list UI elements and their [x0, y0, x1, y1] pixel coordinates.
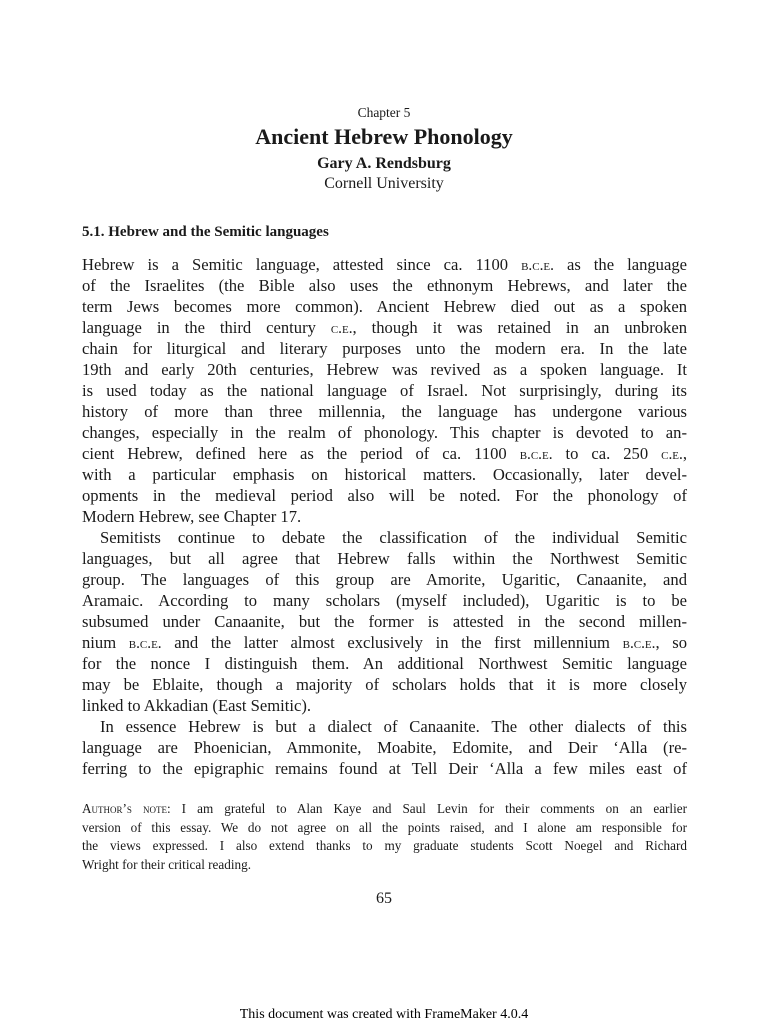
body-text-run: Hebrew is a Semitic language, attested since ca. 1100 — [82, 255, 522, 274]
body-text-run: group. The languages of this group are Amorite, Ugaritic, Canaanite, and — [82, 570, 687, 589]
body-line — [82, 653, 687, 674]
body-text-run: term Jews becomes more common). Ancient Hebrew died out as a spoken — [82, 297, 687, 316]
body-text-run: , though it was retained in an unbroken — [352, 318, 687, 337]
body-text-run: Modern Hebrew, see Chapter 17. — [82, 507, 302, 526]
body-line — [82, 506, 687, 527]
chapter-label: Chapter 5 — [357, 105, 411, 120]
body-line — [82, 422, 687, 443]
body-text-run: subsumed under Canaanite, but the former is attested in the second millen- — [82, 612, 687, 631]
body-line — [82, 443, 687, 464]
body-text-run: for the nonce I distinguish them. An additional Northwest Semitic language — [82, 654, 687, 673]
era-abbreviation: b.c.e. — [519, 446, 553, 463]
body-line — [82, 380, 687, 401]
era-abbreviation: b.c.e. — [521, 257, 554, 274]
body-text-run: 19th and early 20th centuries, Hebrew was revived as a spoken language. It — [82, 360, 687, 379]
page-number: 65 — [376, 890, 392, 907]
body-line — [82, 632, 687, 653]
body-line — [82, 674, 687, 695]
body-line — [82, 716, 687, 737]
body-text-run: of the Israelites (the Bible also uses the ethnonym Hebrews, and later the — [82, 276, 687, 295]
body-line — [82, 359, 687, 380]
body-line — [82, 296, 687, 317]
colophon-text: This document was created with FrameMaker 4.0.4 — [239, 1007, 529, 1022]
body-line — [82, 338, 687, 359]
footnote-line: version of this essay. We do not agree on all the points raised, and I alone am responsible for — [82, 819, 687, 835]
author-name: Gary A. Rendsburg — [317, 155, 451, 172]
body-text-run: to ca. 250 — [552, 444, 662, 463]
body-line — [82, 254, 687, 275]
body-text-run: languages, but all agree that Hebrew falls within the Northwest Semitic — [82, 549, 687, 568]
footnote-line-text: I am grateful to Alan Kaye and Saul Levin for their comments on an earlier — [170, 801, 688, 816]
body-text-run: may be Eblaite, though a majority of scholars holds that it is more closely — [82, 675, 687, 694]
footnote-line: the views expressed. I also extend thanks to my graduate students Scott Noegel and Richard — [82, 838, 687, 853]
body-line — [82, 758, 687, 779]
body-text-run: changes, especially in the realm of phonology. This chapter is devoted to an- — [82, 423, 687, 442]
body-text-run: language are Phoenician, Ammonite, Moabite, Edomite, and Deir ‘Alla (re- — [82, 738, 687, 757]
body-line — [82, 569, 687, 590]
footnote-line: Wright for their critical reading. — [82, 856, 252, 872]
body-line — [82, 737, 687, 758]
body-line — [82, 548, 687, 569]
body-text-run: nium — [82, 633, 129, 652]
body-text-run: opments in the medieval period also will be noted. For the phonology of — [82, 486, 687, 505]
era-abbreviation: c.e. — [661, 446, 683, 463]
chapter-title: Ancient Hebrew Phonology — [255, 124, 513, 149]
body-line — [82, 275, 687, 296]
footnote-lead: Author’s note: — [82, 801, 171, 816]
body-text-run: cient Hebrew, defined here as the period of ca. 1100 — [82, 444, 520, 463]
body-text-run: ferring to the epigraphic remains found at Tell Deir ‘Alla a few miles east of — [82, 759, 687, 778]
era-abbreviation: b.c.e. — [622, 635, 656, 652]
body-text-run: chain for liturgical and literary purposes unto the modern era. In the late — [82, 339, 687, 358]
footnote-line — [82, 800, 687, 819]
body-text-run: history of more than three millennia, the language has undergone various — [82, 402, 687, 421]
body-text-run: , — [682, 444, 687, 463]
body-line — [82, 485, 687, 506]
body-line — [82, 401, 687, 422]
body-text — [82, 254, 687, 779]
body-text-run: , so — [655, 633, 687, 652]
body-line — [82, 527, 687, 548]
body-text-run: Semitists continue to debate the classification of the individual Semitic — [100, 528, 687, 547]
body-text-run: In essence Hebrew is but a dialect of Canaanite. The other dialects of this — [100, 717, 687, 736]
authors-note-footnote — [82, 800, 687, 874]
body-text-run: linked to Akkadian (East Semitic). — [82, 696, 312, 715]
body-text-run: Aramaic. According to many scholars (myself included), Ugaritic is to be — [82, 591, 687, 610]
body-line — [82, 317, 687, 338]
body-text-run: and the latter almost exclusively in the first millennium — [161, 633, 623, 652]
body-text-run: with a particular emphasis on historical matters. Occasionally, later devel- — [82, 465, 687, 484]
body-line — [82, 464, 687, 485]
body-text-run: is used today as the national language of Israel. Not surprisingly, during its — [82, 381, 687, 400]
body-line — [82, 695, 687, 716]
author-affiliation: Cornell University — [324, 175, 444, 192]
body-text-run: as the language — [553, 255, 687, 274]
section-heading: 5.1. Hebrew and the Semitic languages — [82, 224, 329, 240]
body-line — [82, 590, 687, 611]
body-text-run: language in the third century — [82, 318, 331, 337]
era-abbreviation: b.c.e. — [128, 635, 162, 652]
body-line — [82, 611, 687, 632]
era-abbreviation: c.e. — [330, 320, 353, 337]
